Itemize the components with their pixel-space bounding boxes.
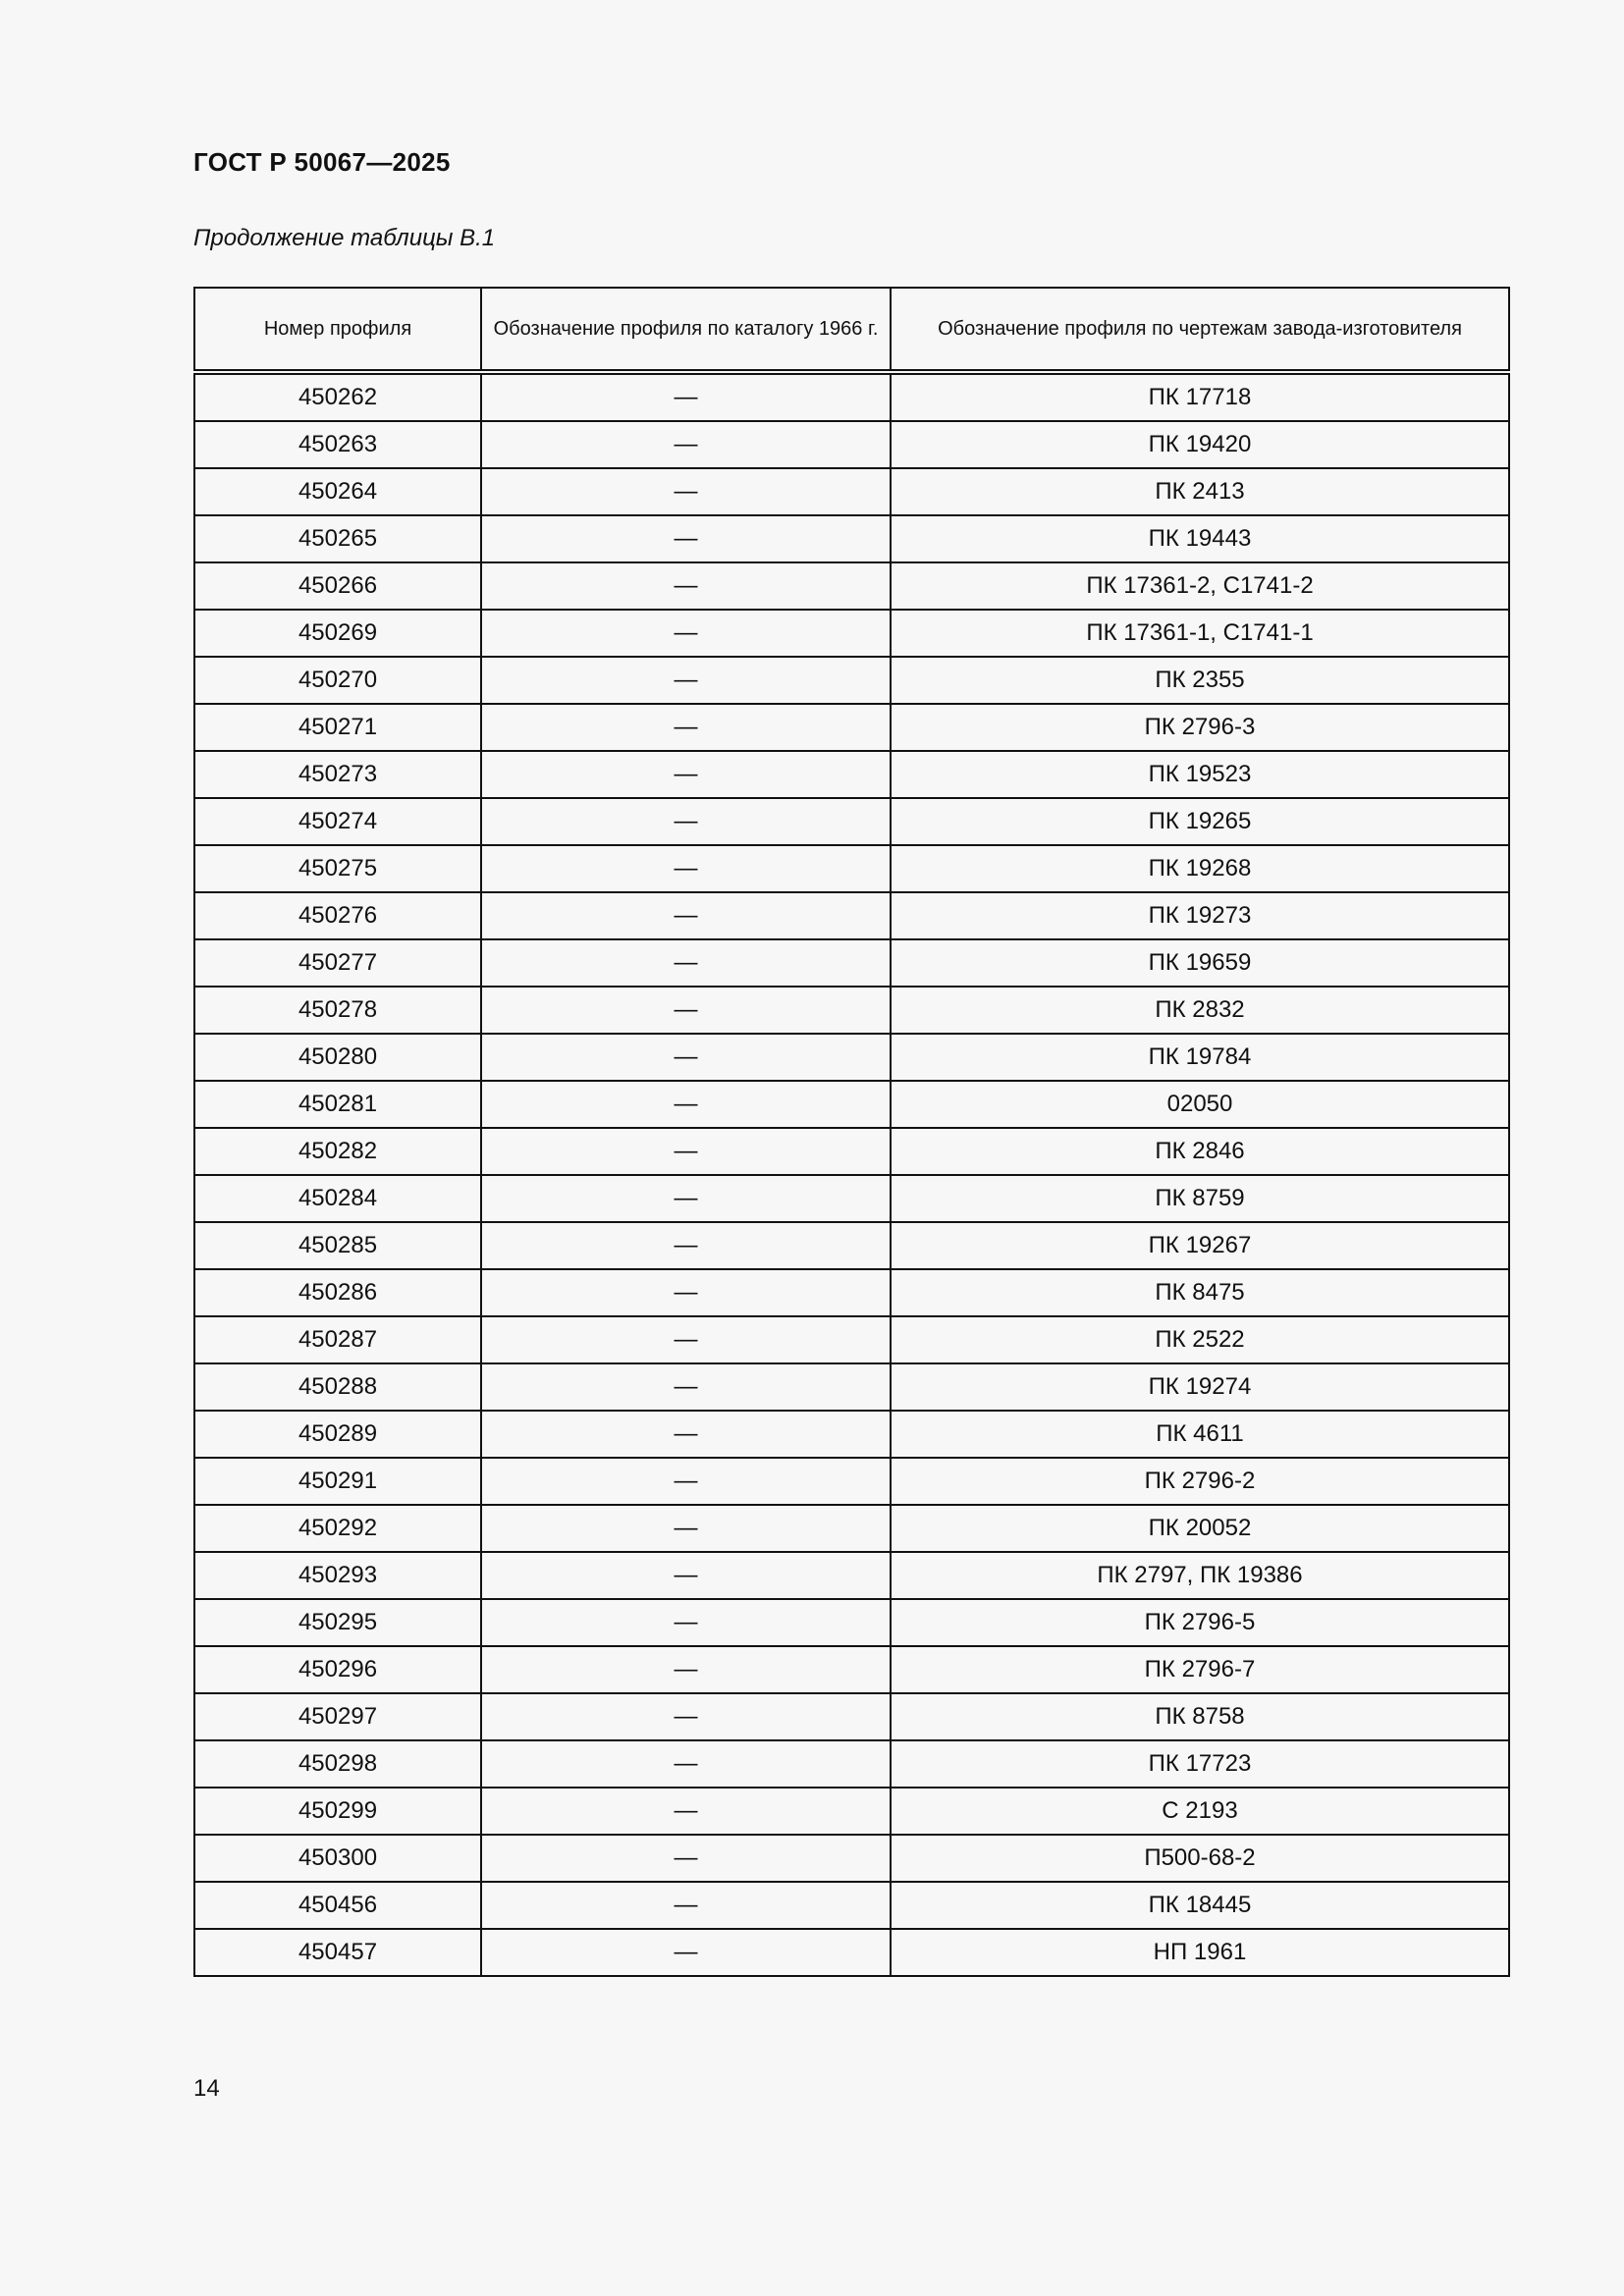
cell-manufacturer-drawing: ПК 17361-2, С1741-2 (891, 562, 1509, 610)
cell-catalog-1966: — (481, 845, 891, 892)
profiles-table (193, 287, 1510, 1977)
cell-profile-number: 450298 (194, 1740, 481, 1788)
table-row (194, 468, 1509, 515)
cell-catalog-1966: — (481, 1128, 891, 1175)
cell-profile-number: 450296 (194, 1646, 481, 1693)
column-header-manufacturer-drawing: Обозначение профиля по чертежам завода-изготовителя (891, 288, 1509, 372)
cell-catalog-1966: — (481, 657, 891, 704)
cell-manufacturer-drawing: ПК 19265 (891, 798, 1509, 845)
cell-catalog-1966: — (481, 751, 891, 798)
page-number: 14 (193, 2075, 220, 2102)
table-row (194, 1552, 1509, 1599)
cell-catalog-1966: — (481, 1788, 891, 1835)
cell-profile-number: 450293 (194, 1552, 481, 1599)
cell-manufacturer-drawing: ПК 2355 (891, 657, 1509, 704)
cell-manufacturer-drawing: ПК 2796-3 (891, 704, 1509, 751)
cell-manufacturer-drawing: ПК 19274 (891, 1363, 1509, 1411)
cell-profile-number: 450289 (194, 1411, 481, 1458)
table-row (194, 1411, 1509, 1458)
cell-profile-number: 450300 (194, 1835, 481, 1882)
cell-manufacturer-drawing: ПК 18445 (891, 1882, 1509, 1929)
table-row (194, 657, 1509, 704)
cell-manufacturer-drawing: ПК 19267 (891, 1222, 1509, 1269)
column-header-catalog-1966: Обозначение профиля по каталогу 1966 г. (481, 288, 891, 372)
table-row (194, 1269, 1509, 1316)
cell-manufacturer-drawing: ПК 8475 (891, 1269, 1509, 1316)
cell-profile-number: 450291 (194, 1458, 481, 1505)
cell-manufacturer-drawing: П500-68-2 (891, 1835, 1509, 1882)
table-row (194, 1458, 1509, 1505)
cell-catalog-1966: — (481, 372, 891, 421)
cell-catalog-1966: — (481, 610, 891, 657)
cell-profile-number: 450287 (194, 1316, 481, 1363)
table-row (194, 1034, 1509, 1081)
cell-catalog-1966: — (481, 1363, 891, 1411)
table-row (194, 1835, 1509, 1882)
cell-catalog-1966: — (481, 1552, 891, 1599)
cell-profile-number: 450282 (194, 1128, 481, 1175)
cell-catalog-1966: — (481, 1458, 891, 1505)
table-row (194, 1929, 1509, 1976)
cell-catalog-1966: — (481, 1505, 891, 1552)
cell-manufacturer-drawing: ПК 17723 (891, 1740, 1509, 1788)
cell-catalog-1966: — (481, 1222, 891, 1269)
table-body (194, 372, 1509, 1976)
cell-profile-number: 450278 (194, 987, 481, 1034)
cell-catalog-1966: — (481, 515, 891, 562)
cell-manufacturer-drawing: ПК 19443 (891, 515, 1509, 562)
table-row (194, 372, 1509, 421)
table-row (194, 1599, 1509, 1646)
table-row (194, 1693, 1509, 1740)
cell-profile-number: 450288 (194, 1363, 481, 1411)
table-row (194, 1788, 1509, 1835)
cell-manufacturer-drawing: ПК 19523 (891, 751, 1509, 798)
cell-profile-number: 450277 (194, 939, 481, 987)
cell-profile-number: 450273 (194, 751, 481, 798)
cell-profile-number: 450262 (194, 372, 481, 421)
cell-catalog-1966: — (481, 1175, 891, 1222)
cell-catalog-1966: — (481, 1316, 891, 1363)
cell-profile-number: 450265 (194, 515, 481, 562)
cell-profile-number: 450276 (194, 892, 481, 939)
cell-catalog-1966: — (481, 562, 891, 610)
cell-manufacturer-drawing: ПК 2796-5 (891, 1599, 1509, 1646)
table-row (194, 610, 1509, 657)
table-row (194, 1081, 1509, 1128)
cell-catalog-1966: — (481, 704, 891, 751)
table-row (194, 892, 1509, 939)
cell-catalog-1966: — (481, 1081, 891, 1128)
cell-manufacturer-drawing: ПК 8758 (891, 1693, 1509, 1740)
table-row (194, 845, 1509, 892)
cell-manufacturer-drawing: ПК 19273 (891, 892, 1509, 939)
cell-catalog-1966: — (481, 1835, 891, 1882)
cell-manufacturer-drawing: ПК 4611 (891, 1411, 1509, 1458)
cell-profile-number: 450285 (194, 1222, 481, 1269)
table-row (194, 1316, 1509, 1363)
table-header-row (194, 288, 1509, 372)
cell-profile-number: 450457 (194, 1929, 481, 1976)
cell-profile-number: 450266 (194, 562, 481, 610)
cell-profile-number: 450264 (194, 468, 481, 515)
cell-manufacturer-drawing: ПК 2832 (891, 987, 1509, 1034)
cell-manufacturer-drawing: С 2193 (891, 1788, 1509, 1835)
cell-profile-number: 450284 (194, 1175, 481, 1222)
cell-profile-number: 450456 (194, 1882, 481, 1929)
cell-profile-number: 450281 (194, 1081, 481, 1128)
cell-manufacturer-drawing: ПК 2797, ПК 19386 (891, 1552, 1509, 1599)
cell-manufacturer-drawing: ПК 17718 (891, 372, 1509, 421)
table-row (194, 704, 1509, 751)
cell-catalog-1966: — (481, 1034, 891, 1081)
cell-catalog-1966: — (481, 892, 891, 939)
table-row (194, 1175, 1509, 1222)
column-header-profile-number: Номер профиля (194, 288, 481, 372)
table-row (194, 1222, 1509, 1269)
table-row (194, 421, 1509, 468)
cell-manufacturer-drawing: ПК 20052 (891, 1505, 1509, 1552)
table-row (194, 798, 1509, 845)
cell-manufacturer-drawing: ПК 8759 (891, 1175, 1509, 1222)
cell-profile-number: 450299 (194, 1788, 481, 1835)
cell-profile-number: 450275 (194, 845, 481, 892)
table-row (194, 1740, 1509, 1788)
cell-manufacturer-drawing: НП 1961 (891, 1929, 1509, 1976)
table-caption: Продолжение таблицы В.1 (193, 225, 496, 251)
cell-catalog-1966: — (481, 798, 891, 845)
cell-catalog-1966: — (481, 987, 891, 1034)
cell-profile-number: 450271 (194, 704, 481, 751)
cell-catalog-1966: — (481, 1599, 891, 1646)
cell-manufacturer-drawing: ПК 19784 (891, 1034, 1509, 1081)
table-row (194, 751, 1509, 798)
cell-catalog-1966: — (481, 1411, 891, 1458)
table-row (194, 1128, 1509, 1175)
cell-manufacturer-drawing: ПК 17361-1, С1741-1 (891, 610, 1509, 657)
cell-profile-number: 450297 (194, 1693, 481, 1740)
table-row (194, 1882, 1509, 1929)
cell-catalog-1966: — (481, 1929, 891, 1976)
cell-profile-number: 450280 (194, 1034, 481, 1081)
table-row (194, 1505, 1509, 1552)
cell-catalog-1966: — (481, 1882, 891, 1929)
table-row (194, 939, 1509, 987)
cell-profile-number: 450269 (194, 610, 481, 657)
cell-manufacturer-drawing: ПК 19420 (891, 421, 1509, 468)
cell-manufacturer-drawing: ПК 2796-2 (891, 1458, 1509, 1505)
document-id: ГОСТ Р 50067—2025 (193, 147, 451, 177)
cell-manufacturer-drawing: ПК 19659 (891, 939, 1509, 987)
cell-manufacturer-drawing: ПК 2796-7 (891, 1646, 1509, 1693)
cell-manufacturer-drawing: 02050 (891, 1081, 1509, 1128)
table-row (194, 562, 1509, 610)
cell-catalog-1966: — (481, 1269, 891, 1316)
cell-catalog-1966: — (481, 939, 891, 987)
cell-catalog-1966: — (481, 1646, 891, 1693)
cell-profile-number: 450263 (194, 421, 481, 468)
cell-profile-number: 450270 (194, 657, 481, 704)
cell-catalog-1966: — (481, 421, 891, 468)
cell-profile-number: 450286 (194, 1269, 481, 1316)
cell-profile-number: 450295 (194, 1599, 481, 1646)
cell-profile-number: 450274 (194, 798, 481, 845)
cell-catalog-1966: — (481, 468, 891, 515)
table-row (194, 987, 1509, 1034)
cell-manufacturer-drawing: ПК 2846 (891, 1128, 1509, 1175)
table-row (194, 1363, 1509, 1411)
cell-profile-number: 450292 (194, 1505, 481, 1552)
cell-catalog-1966: — (481, 1740, 891, 1788)
cell-manufacturer-drawing: ПК 2413 (891, 468, 1509, 515)
cell-manufacturer-drawing: ПК 19268 (891, 845, 1509, 892)
table-row (194, 1646, 1509, 1693)
cell-catalog-1966: — (481, 1693, 891, 1740)
table-row (194, 515, 1509, 562)
cell-manufacturer-drawing: ПК 2522 (891, 1316, 1509, 1363)
